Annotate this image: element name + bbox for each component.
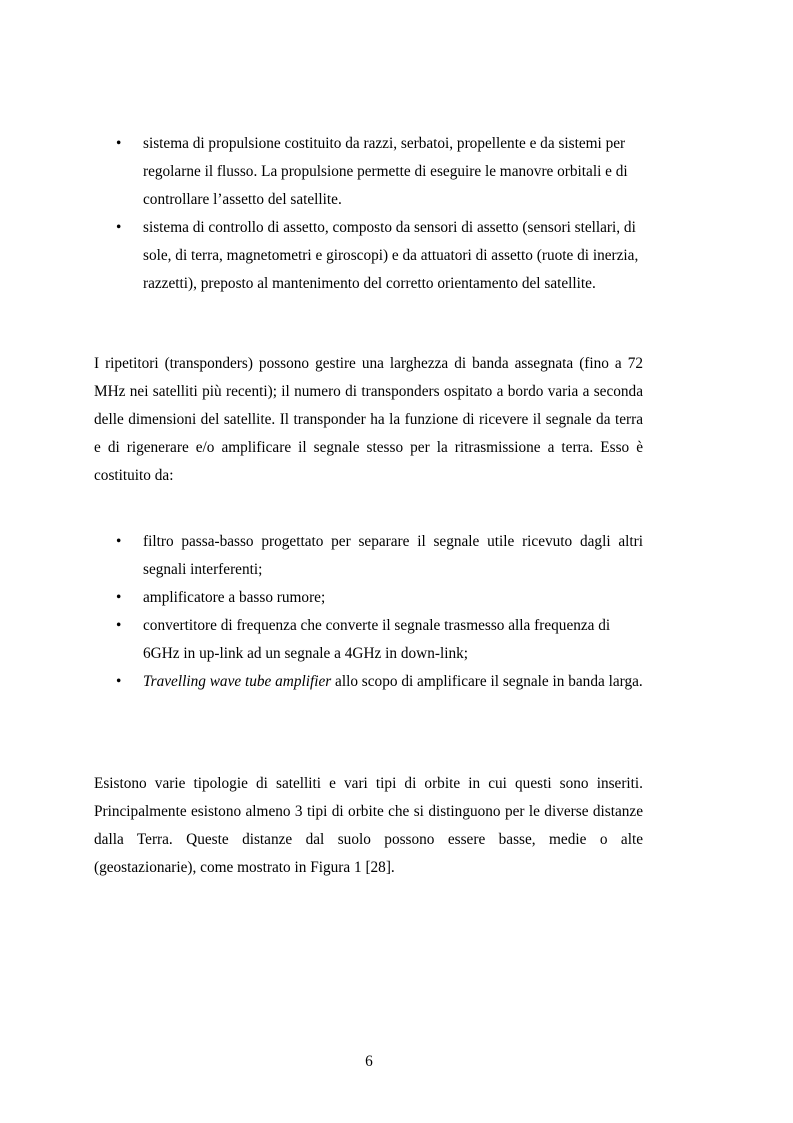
list-item bbox=[116, 668, 643, 696]
list-item-text: allo scopo di amplificare il segnale in banda larga. bbox=[331, 673, 643, 690]
bullet-icon: • bbox=[116, 135, 122, 152]
bullet-list-transponder-components bbox=[116, 528, 643, 696]
bullet-list-satellite-systems bbox=[116, 130, 643, 298]
list-item bbox=[116, 214, 643, 298]
page-number: 6 bbox=[365, 1053, 373, 1070]
list-item bbox=[116, 612, 643, 668]
bullet-icon: • bbox=[116, 589, 122, 606]
list-item-text: filtro passa-basso progettato per separare il segnale utile ricevuto dagli altri segnali interferenti; bbox=[143, 533, 643, 578]
list-item-italic-text: Travelling wave tube amplifier bbox=[143, 673, 332, 690]
list-item-text: sistema di controllo di assetto, composto da sensori di assetto (sensori stellari, di sole, di terra, magnetometri e giroscopi) e da attuatori di assetto (ruote di inerzia, razzetti), preposto al mantenimento del corretto orientamento del satellite. bbox=[143, 219, 639, 292]
list-item bbox=[116, 130, 643, 214]
list-item-text: convertitore di frequenza che converte il segnale trasmesso alla frequenza di 6GHz in up-link ad un segnale a 4GHz in down-link; bbox=[143, 617, 611, 662]
list-item bbox=[116, 528, 643, 584]
list-item-text: amplificatore a basso rumore; bbox=[143, 589, 326, 606]
paragraph-orbits: Esistono varie tipologie di satelliti e vari tipi di orbite in cui questi sono inseriti. Principalmente esistono almeno 3 tipi di orbite che si distinguono per le diverse distanze dalla Terra. Queste distanze dal suolo possono essere basse, medie o alte (geostazionarie), come mostrato in Figura 1 [28]. bbox=[94, 775, 643, 876]
bullet-icon: • bbox=[116, 617, 122, 634]
bullet-icon: • bbox=[116, 673, 122, 690]
list-item bbox=[116, 584, 643, 612]
list-item-text: sistema di propulsione costituito da razzi, serbatoi, propellente e da sistemi per regolarne il flusso. La propulsione permette di eseguire le manovre orbitali e di controllare l’assetto del satellite. bbox=[143, 135, 628, 208]
paragraph-transponders: I ripetitori (transponders) possono gestire una larghezza di banda assegnata (fino a 72 MHz nei satelliti più recenti); il numero di transponders ospitato a bordo varia a seconda delle dimensioni del satellite. Il transponder ha la funzione di ricevere il segnale da terra e di rigenerare e/o amplificare il segnale stesso per la ritrasmissione a terra. Esso è costituito da: bbox=[94, 355, 643, 484]
bullet-icon: • bbox=[116, 219, 122, 236]
bullet-icon: • bbox=[116, 533, 122, 550]
